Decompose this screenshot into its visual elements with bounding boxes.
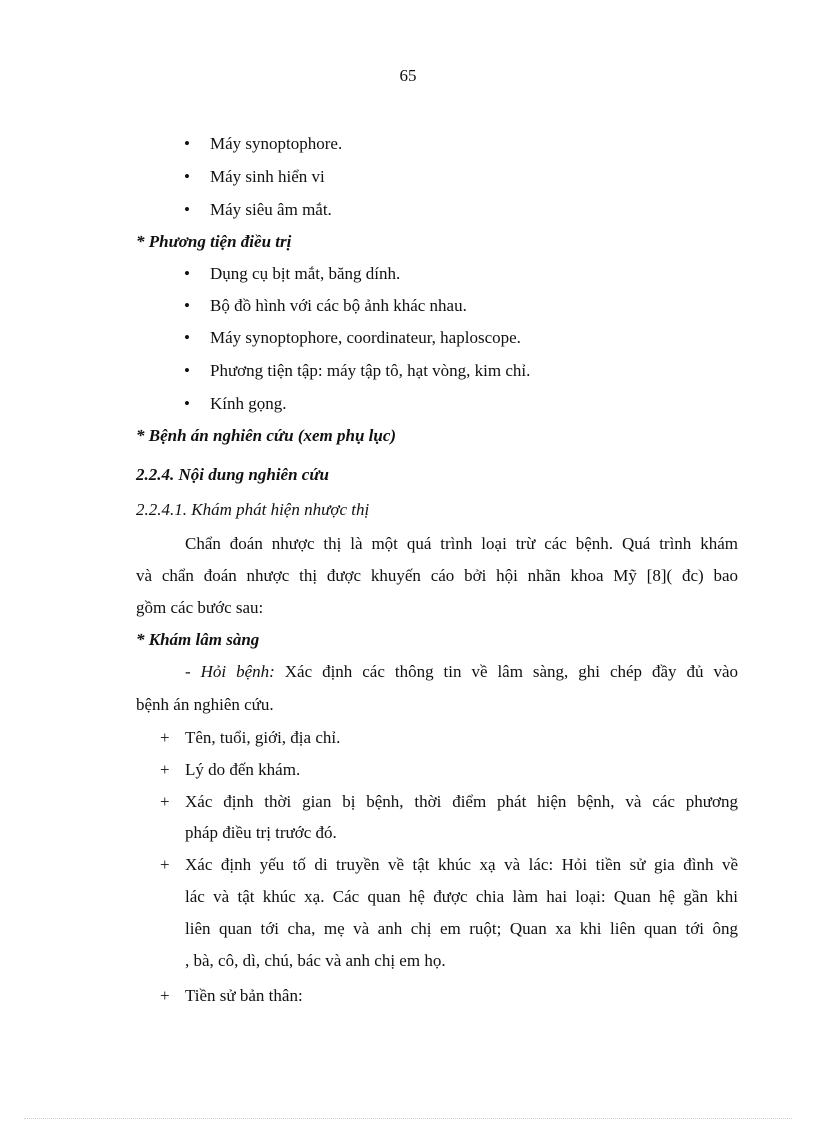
history-label: - Hỏi bệnh: (185, 662, 275, 681)
heading-record: * Bệnh án nghiên cứu (xem phụ lục) (136, 426, 397, 445)
plus-marker: + (160, 986, 170, 1005)
section-title: 2.2.4. Nội dung nghiên cứu (136, 465, 329, 484)
heading-treatment: * Phương tiện điều trị (136, 232, 292, 251)
plus-marker: + (160, 760, 170, 779)
history-text: Xác định các thông tin về lâm sàng, ghi chép đầy đủ vào (274, 662, 739, 681)
list-item-text: Xác định thời gian bị bệnh, thời điểm phát hiện bệnh, và các phương (185, 792, 738, 811)
page-number: 65 (399, 66, 417, 85)
list-item-text: Tiền sử bản thân: (185, 986, 303, 1005)
list-item-text: Phương tiện tập: máy tập tô, hạt vòng, kim chỉ. (210, 361, 531, 380)
list-item-text: Máy synoptophore. (210, 134, 343, 153)
bullet-icon: • (184, 296, 190, 315)
paragraph-line: và chẩn đoán nhược thị được khuyến cáo bởi hội nhãn khoa Mỹ [8]( đc) bao (136, 566, 738, 585)
list-item-text: , bà, cô, dì, chú, bác và anh chị em họ. (185, 951, 446, 970)
bullet-icon: • (184, 361, 190, 380)
list-item-text: Lý do đến khám. (185, 760, 301, 779)
list-item-text: lác và tật khúc xạ. Các quan hệ được chia làm hai loại: Quan hệ gần khi (185, 887, 738, 906)
list-item-text: Máy siêu âm mắt. (210, 200, 332, 219)
paragraph-line: Chẩn đoán nhược thị là một quá trình loại trừ các bệnh. Quá trình khám (185, 534, 738, 553)
subsection-title: 2.2.4.1. Khám phát hiện nhược thị (136, 500, 370, 519)
paragraph-line: gồm các bước sau: (136, 598, 264, 617)
list-item-text: Kính gọng. (210, 394, 287, 413)
bullet-icon: • (184, 394, 190, 413)
list-item-text: Bộ đồ hình với các bộ ảnh khác nhau. (210, 296, 467, 315)
list-item-text: Xác định yếu tố di truyền về tật khúc xạ và lác: Hỏi tiền sử gia đình về (185, 855, 738, 874)
list-item-text: liên quan tới cha, mẹ và anh chị em ruột; Quan xa khi liên quan tới ông (185, 919, 738, 938)
bullet-icon: • (184, 328, 190, 347)
bullet-icon: • (184, 264, 190, 283)
plus-marker: + (160, 792, 170, 811)
paragraph-line (185, 661, 738, 683)
page-bottom-border (24, 1118, 792, 1119)
list-item-text: pháp điều trị trước đó. (185, 823, 337, 842)
plus-marker: + (160, 728, 170, 747)
bullet-icon: • (184, 167, 190, 186)
list-item-text: Dụng cụ bịt mắt, băng dính. (210, 264, 401, 283)
heading-clinical: * Khám lâm sàng (136, 630, 260, 649)
bullet-icon: • (184, 200, 190, 219)
paragraph-line: bệnh án nghiên cứu. (136, 695, 274, 714)
bullet-icon: • (184, 134, 190, 153)
plus-marker: + (160, 855, 170, 874)
list-item-text: Tên, tuổi, giới, địa chỉ. (185, 728, 341, 747)
list-item-text: Máy synoptophore, coordinateur, haploscope. (210, 328, 521, 347)
list-item-text: Máy sinh hiển vi (210, 167, 325, 186)
